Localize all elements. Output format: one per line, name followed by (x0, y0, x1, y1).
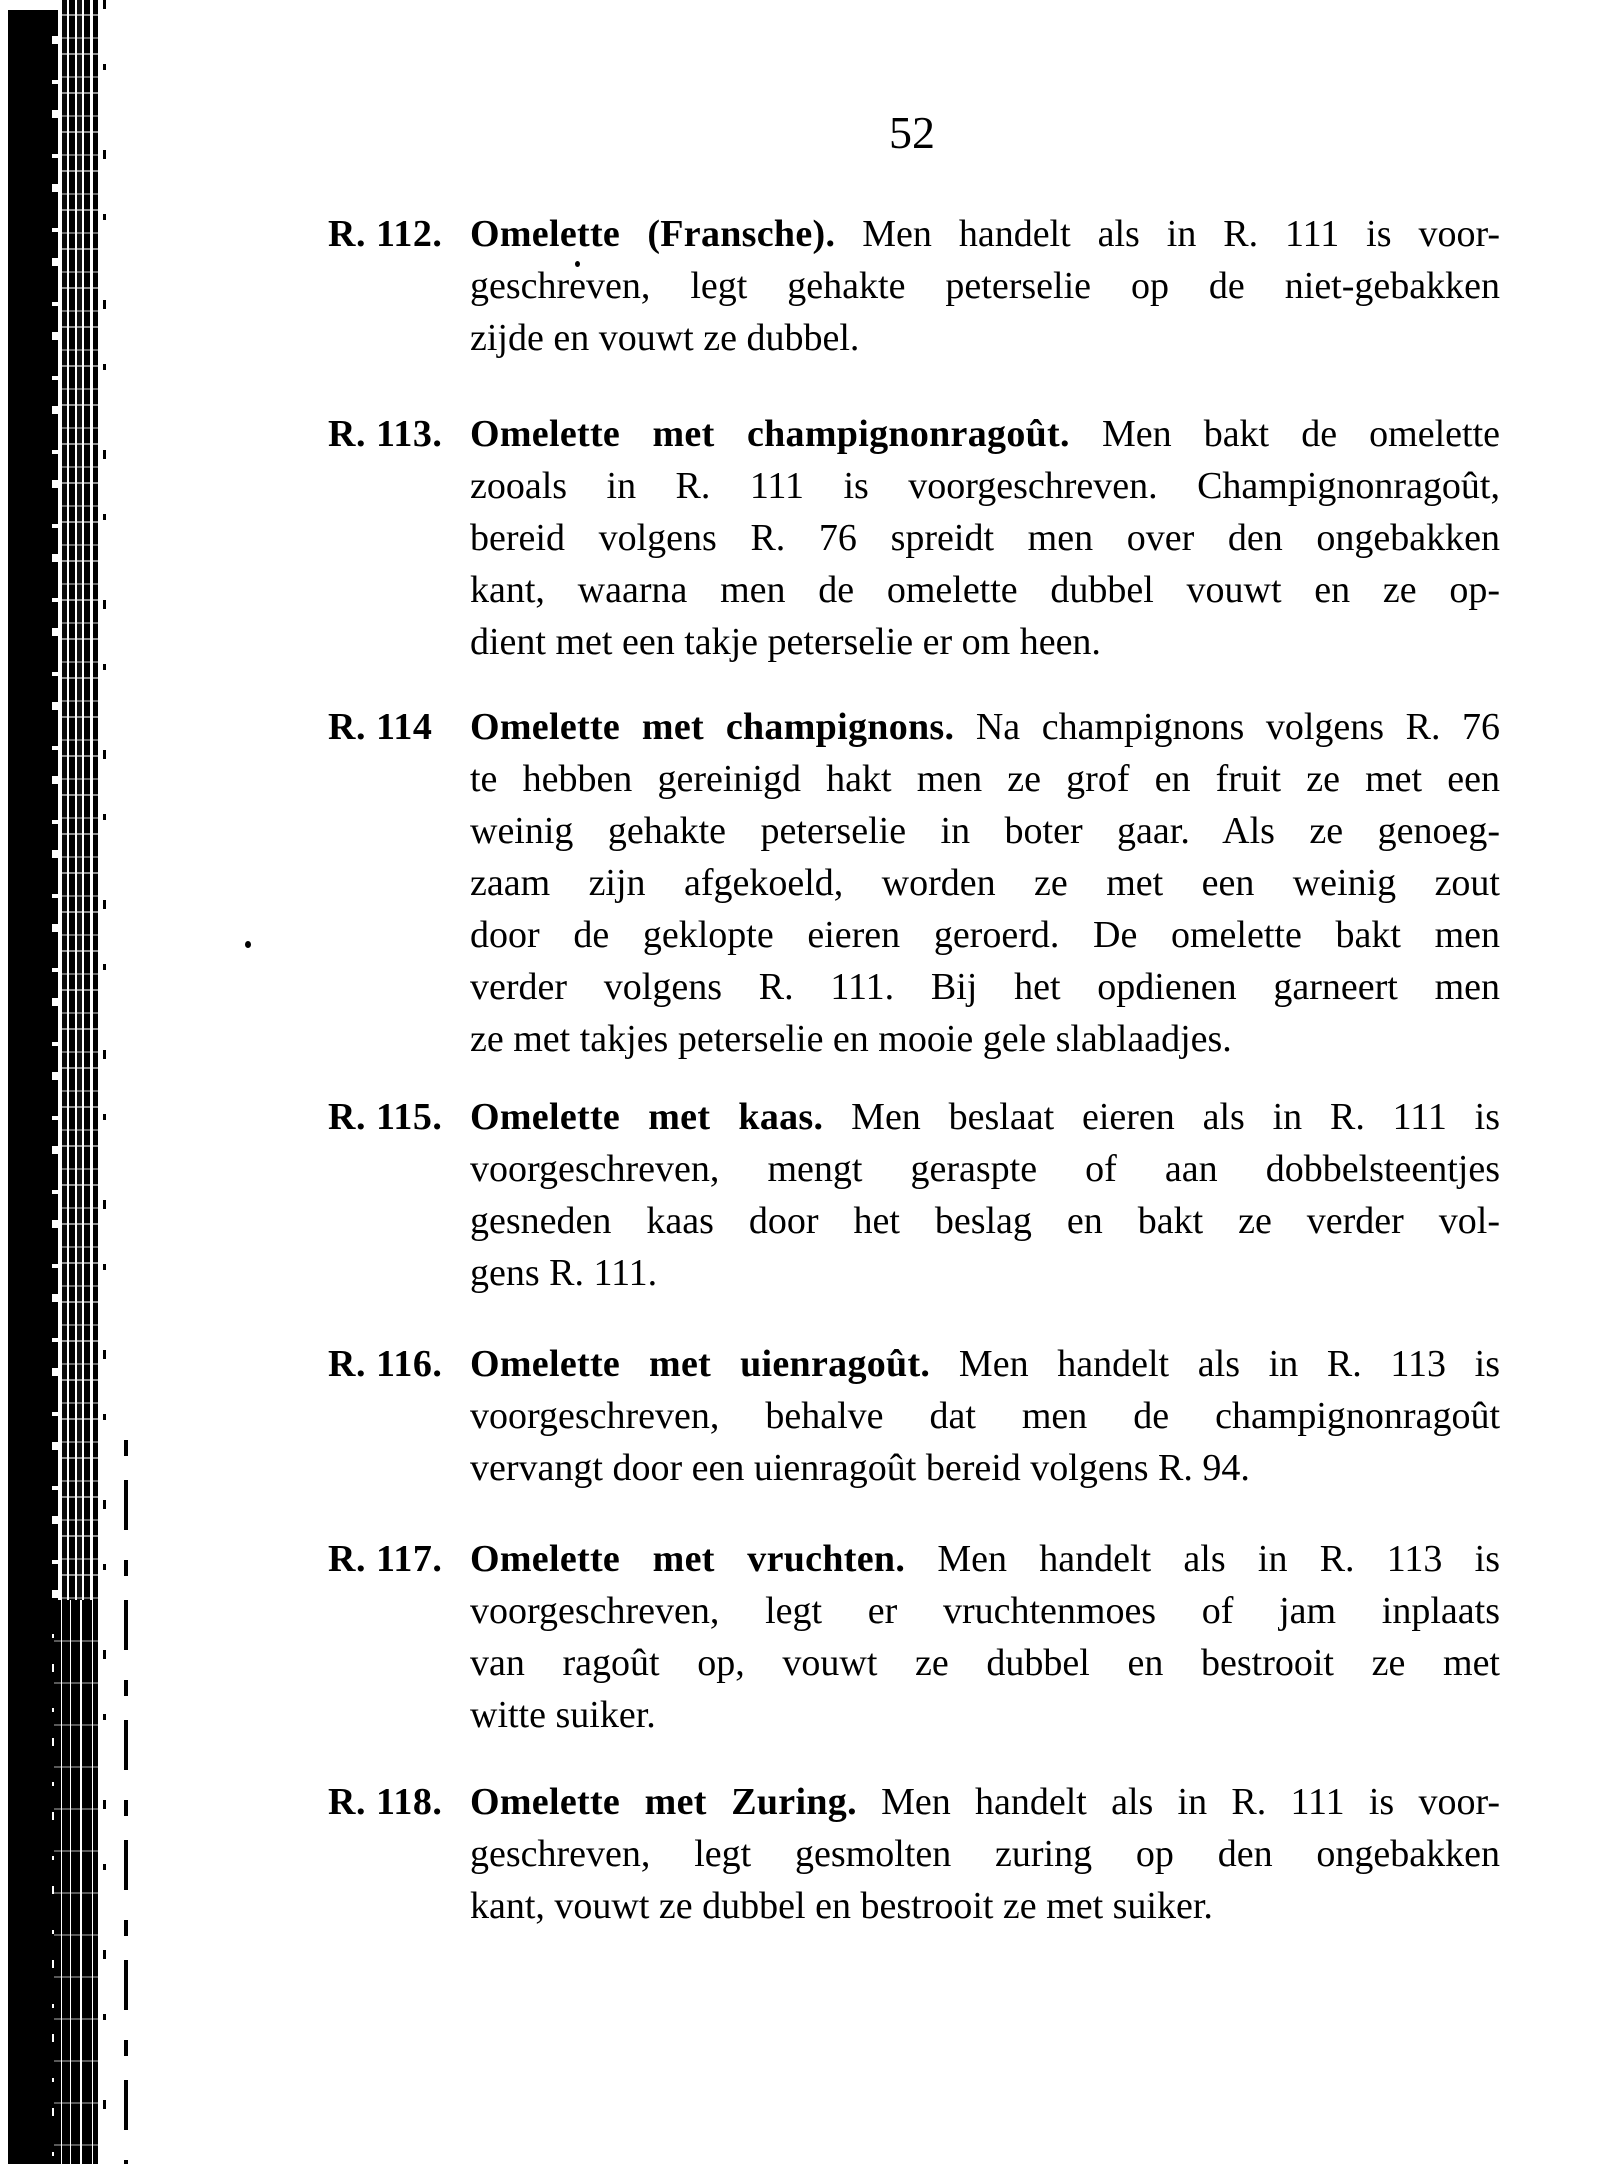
recipe-line: geschreven, legt gesmolten zuring op den ongebakken (470, 1833, 1500, 1875)
recipe-line (470, 1091, 1500, 1143)
recipe-entry (328, 1776, 1504, 1932)
recipe-line: door de geklopte eieren geroerd. De omelette bakt men (470, 914, 1500, 956)
recipe-line: vervangt door een uienragoût bereid volgens R. 94. (470, 1447, 1250, 1489)
recipe-line: zijde en vouwt ze dubbel. (470, 317, 860, 359)
page-number: 52 (889, 107, 935, 158)
recipe-line (470, 408, 1500, 460)
recipe-line: voorgeschreven, legt er vruchtenmoes of jam inplaats (470, 1590, 1500, 1632)
recipe-title: Omelette met champignons. (470, 706, 955, 748)
recipe-title: Omelette met vruchten. (470, 1538, 906, 1580)
recipe-body (470, 1533, 1500, 1741)
recipe-line: verder volgens R. 111. Bij het opdienen garneert men (470, 966, 1500, 1008)
recipe-title: Omelette met Zuring. (470, 1781, 857, 1823)
recipe-line-text: Men beslaat eieren als in R. 111 is (851, 1096, 1501, 1138)
recipe-line: van ragoût op, vouwt ze dubbel en bestrooit ze met (470, 1642, 1500, 1684)
recipe-line (470, 701, 1500, 753)
recipe-title: Omelette (Fransche). (470, 213, 836, 255)
recipe-line (470, 1533, 1500, 1585)
recipe-entry (328, 1533, 1504, 1741)
recipe-number: R. 113. (328, 413, 443, 455)
recipe-line: voorgeschreven, mengt geraspte of aan dobbelsteentjes (470, 1148, 1500, 1190)
recipe-title: Omelette met champignonragoût. (470, 413, 1070, 455)
recipe-line: weinig gehakte peterselie in boter gaar. Als ze genoeg- (470, 810, 1500, 852)
recipe-line: dient met een takje peterselie er om heen. (470, 621, 1101, 663)
recipe-line-text: Men handelt als in R. 113 is (937, 1538, 1500, 1580)
recipe-body (470, 1091, 1500, 1299)
recipe-line: gesneden kaas door het beslag en bakt ze verder vol- (470, 1200, 1500, 1242)
recipe-entry (328, 1091, 1504, 1299)
recipe-title: Omelette met uienragoût. (470, 1343, 931, 1385)
recipe-line: te hebben gereinigd hakt men ze grof en fruit ze met een (470, 758, 1500, 800)
recipe-number: R. 115. (328, 1096, 443, 1138)
recipe-line (470, 1338, 1500, 1390)
recipe-entry (328, 408, 1504, 668)
recipe-body (470, 1776, 1500, 1932)
recipe-line: bereid volgens R. 76 spreidt men over den ongebakken (470, 517, 1500, 559)
recipe-body (470, 1338, 1500, 1494)
recipe-line: geschreven, legt gehakte peterselie op de niet-gebakken (470, 265, 1500, 307)
recipe-number: R. 117. (328, 1538, 443, 1580)
recipe-entry (328, 208, 1504, 364)
recipe-number: R. 118. (328, 1781, 443, 1823)
recipe-body (470, 208, 1500, 364)
recipe-line-text: Men handelt als in R. 111 is voor- (862, 213, 1500, 255)
recipe-line: witte suiker. (470, 1694, 656, 1736)
recipe-line: gens R. 111. (470, 1252, 658, 1294)
recipe-line-text: Na champignons volgens R. 76 (975, 706, 1500, 748)
recipe-body (470, 408, 1500, 668)
recipe-line-text: Men handelt als in R. 113 is (958, 1343, 1500, 1385)
recipe-line (470, 1776, 1500, 1828)
recipe-line-text: Men bakt de omelette (1101, 413, 1501, 455)
recipe-line: kant, vouwt ze dubbel en bestrooit ze met suiker. (470, 1885, 1213, 1927)
recipe-line (470, 208, 1500, 260)
recipe-number: R. 112. (328, 213, 443, 255)
recipe-line-text: Men handelt als in R. 111 is voor- (881, 1781, 1500, 1823)
recipe-entry (328, 701, 1504, 1065)
recipe-line: kant, waarna men de omelette dubbel vouwt en ze op- (470, 569, 1500, 611)
recipe-line: zaam zijn afgekoeld, worden ze met een weinig zout (470, 862, 1500, 904)
recipe-title: Omelette met kaas. (470, 1096, 824, 1138)
recipe-number: R. 116. (328, 1343, 443, 1385)
recipe-line: zooals in R. 111 is voorgeschreven. Champignonragoût, (470, 465, 1500, 507)
recipe-line: ze met takjes peterselie en mooie gele slablaadjes. (470, 1018, 1232, 1060)
recipe-body (470, 701, 1500, 1065)
recipe-line: voorgeschreven, behalve dat men de champignonragoût (470, 1395, 1500, 1437)
recipe-entry (328, 1338, 1504, 1494)
recipe-number: R. 114 (328, 706, 433, 748)
